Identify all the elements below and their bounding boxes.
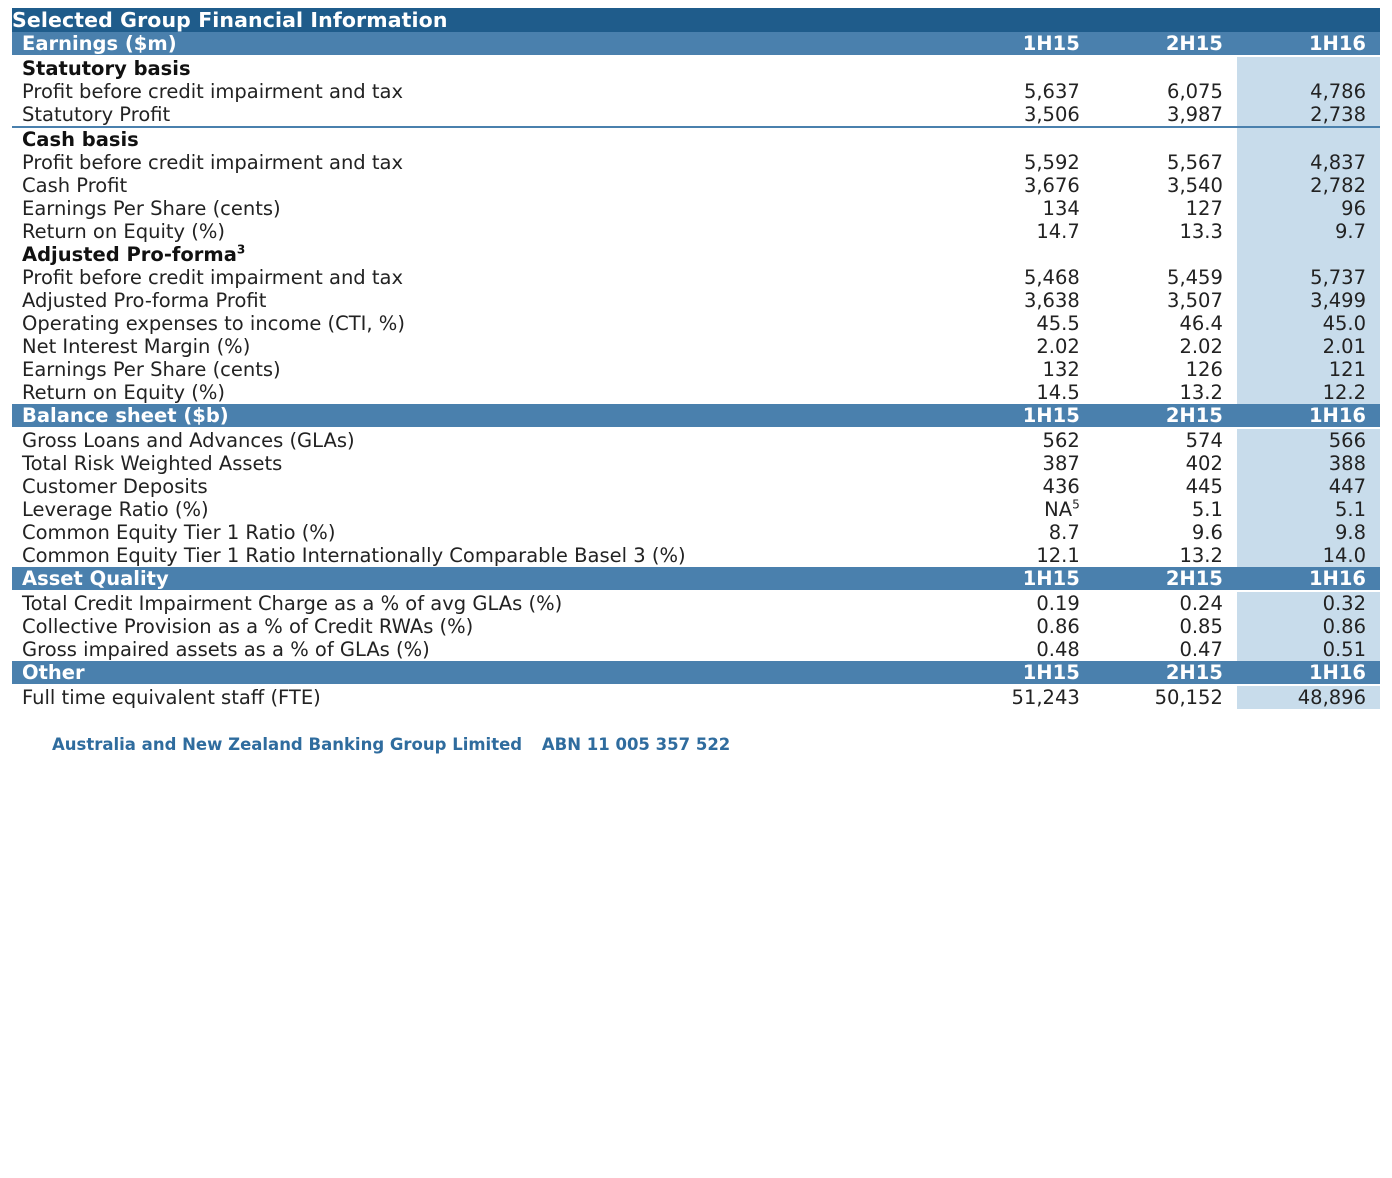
cell-value: 5.1 — [1334, 498, 1366, 521]
sub-heading-spacer — [1237, 56, 1380, 80]
cell-value: 126 — [1185, 358, 1223, 381]
row-label: Customer Deposits — [22, 475, 208, 498]
row-value-1h16 — [1237, 591, 1380, 615]
row-label: Profit before credit impairment and tax — [22, 266, 404, 289]
row-label: Return on Equity (%) — [22, 220, 225, 243]
cell-value: 48,896 — [1297, 686, 1366, 709]
table-row — [12, 428, 1380, 452]
cell-value: 121 — [1328, 358, 1366, 381]
cell-value: 132 — [1042, 358, 1080, 381]
row-value-1h16 — [1237, 475, 1380, 498]
cell-value: 5,637 — [1023, 80, 1080, 103]
row-label: Return on Equity (%) — [22, 381, 225, 404]
row-value-1h16 — [1237, 220, 1380, 243]
row-value-2h15 — [1094, 521, 1237, 544]
sub-heading-spacer — [1094, 243, 1237, 266]
cell-value: 5.1 — [1191, 498, 1223, 521]
row-label: Collective Provision as a % of Credit RWAs (%) — [22, 615, 474, 638]
cell-value: 12.1 — [1036, 544, 1080, 567]
table-row — [12, 498, 1380, 521]
table-row — [12, 591, 1380, 615]
row-value-2h15 — [1094, 220, 1237, 243]
row-value-1h16 — [1237, 312, 1380, 335]
row-value-1h16 — [1237, 197, 1380, 220]
row-value-1h15 — [951, 591, 1094, 615]
row-label: Total Credit Impairment Charge as a % of avg GLAs (%) — [22, 592, 563, 615]
sub-heading-row — [12, 56, 1380, 80]
footnote-marker: 3 — [236, 242, 246, 257]
row-label: Earnings Per Share (cents) — [22, 197, 281, 220]
cell-value: 2.02 — [1179, 335, 1223, 358]
cell-value: 50,152 — [1154, 686, 1223, 709]
cell-value: 96 — [1341, 197, 1366, 220]
cell-value: 45.0 — [1322, 312, 1366, 335]
row-label: Common Equity Tier 1 Ratio (%) — [22, 521, 336, 544]
cell-value: 0.47 — [1179, 638, 1223, 661]
cell-value: 0.19 — [1036, 592, 1080, 615]
sub-heading-spacer — [1094, 56, 1237, 80]
cell-value: 51,243 — [1011, 686, 1080, 709]
cell-value: 3,676 — [1023, 174, 1080, 197]
sub-heading-spacer — [1237, 243, 1380, 266]
cell-value: 12.2 — [1322, 381, 1366, 404]
row-value-1h16 — [1237, 615, 1380, 638]
cell-value: 5,468 — [1023, 266, 1080, 289]
sub-heading-text: Cash basis — [22, 128, 139, 151]
table-row — [12, 312, 1380, 335]
cell-value: 46.4 — [1179, 312, 1223, 335]
row-value-1h16 — [1237, 428, 1380, 452]
cell-value: 566 — [1328, 429, 1366, 452]
row-label: Operating expenses to income (CTI, %) — [22, 312, 405, 335]
row-value-2h15 — [1094, 452, 1237, 475]
cell-value: 5,592 — [1023, 151, 1080, 174]
sub-heading-row — [12, 243, 1380, 266]
column-header-1h15: 1H15 — [951, 661, 1094, 685]
section-header-label: Balance sheet ($b) — [12, 404, 951, 428]
cell-value: 3,987 — [1167, 103, 1223, 126]
row-label: Full time equivalent staff (FTE) — [22, 686, 321, 709]
row-value-2h15 — [1094, 266, 1237, 289]
cell-value: 445 — [1185, 475, 1223, 498]
row-value-1h15 — [951, 103, 1094, 127]
cell-value: 402 — [1185, 452, 1223, 475]
cell-value: 2.01 — [1322, 335, 1366, 358]
row-label: Profit before credit impairment and tax — [22, 80, 404, 103]
cell-value: 574 — [1185, 429, 1223, 452]
cell-value: 9.8 — [1334, 521, 1366, 544]
row-value-1h15 — [951, 615, 1094, 638]
row-label: Earnings Per Share (cents) — [22, 358, 281, 381]
cell-value: 9.7 — [1334, 220, 1366, 243]
cell-value: 388 — [1328, 452, 1366, 475]
row-value-2h15 — [1094, 197, 1237, 220]
row-value-1h16 — [1237, 358, 1380, 381]
cell-value: 3,507 — [1167, 289, 1223, 312]
row-value-1h15 — [951, 358, 1094, 381]
row-label: Net Interest Margin (%) — [22, 335, 251, 358]
cell-value: 562 — [1042, 429, 1080, 452]
sub-heading-spacer — [1094, 127, 1237, 151]
cell-value: 14.0 — [1322, 544, 1366, 567]
cell-value: 4,786 — [1310, 80, 1366, 103]
row-value-1h16 — [1237, 544, 1380, 567]
row-value-2h15 — [1094, 151, 1237, 174]
row-value-1h16 — [1237, 335, 1380, 358]
sub-heading-spacer — [951, 56, 1094, 80]
row-value-2h15 — [1094, 615, 1237, 638]
cell-value: 0.51 — [1322, 638, 1366, 661]
row-value-1h15 — [951, 544, 1094, 567]
table-row — [12, 521, 1380, 544]
column-header-1h16: 1H16 — [1237, 661, 1380, 685]
sub-heading-text: Statutory basis — [22, 57, 191, 80]
page-footer — [12, 735, 1380, 754]
cell-value: 127 — [1185, 197, 1223, 220]
cell-value: 0.85 — [1179, 615, 1223, 638]
table-row — [12, 475, 1380, 498]
cell-value: 2.02 — [1036, 335, 1080, 358]
cell-value: 0.86 — [1036, 615, 1080, 638]
row-value-1h16 — [1237, 103, 1380, 127]
cell-value: 0.32 — [1322, 592, 1366, 615]
row-value-1h15 — [951, 80, 1094, 103]
row-value-2h15 — [1094, 498, 1237, 521]
row-label: Gross Loans and Advances (GLAs) — [22, 429, 355, 452]
cell-value: 2,782 — [1310, 174, 1366, 197]
cell-value: 14.7 — [1036, 220, 1080, 243]
row-value-1h15 — [951, 521, 1094, 544]
row-value-1h15 — [951, 266, 1094, 289]
table-row — [12, 266, 1380, 289]
row-value-2h15 — [1094, 289, 1237, 312]
row-value-1h15 — [951, 498, 1094, 521]
row-value-2h15 — [1094, 544, 1237, 567]
footer-abn: ABN 11 005 357 522 — [541, 735, 731, 754]
cell-value: 5,567 — [1167, 151, 1223, 174]
row-value-1h15 — [951, 685, 1094, 709]
row-value-1h16 — [1237, 80, 1380, 103]
cell-value: 13.2 — [1179, 544, 1223, 567]
table-row — [12, 289, 1380, 312]
section-header-row — [12, 661, 1380, 685]
cell-value: 134 — [1042, 197, 1080, 220]
table-title-row — [12, 8, 1380, 32]
financial-information-table — [12, 8, 1380, 709]
table-row — [12, 381, 1380, 404]
cell-value: 3,638 — [1023, 289, 1080, 312]
cell-value: 9.6 — [1191, 521, 1223, 544]
row-value-1h16 — [1237, 498, 1380, 521]
table-row — [12, 174, 1380, 197]
column-header-1h15: 1H15 — [951, 404, 1094, 428]
row-value-1h15 — [951, 475, 1094, 498]
row-value-1h15 — [951, 381, 1094, 404]
cell-value: 0.24 — [1179, 592, 1223, 615]
row-label: Adjusted Pro-forma Profit — [22, 289, 267, 312]
column-header-2h15: 2H15 — [1094, 404, 1237, 428]
cell-value: 5,459 — [1167, 266, 1223, 289]
section-header-row — [12, 32, 1380, 56]
table-title: Selected Group Financial Information — [12, 8, 1380, 32]
row-value-1h15 — [951, 174, 1094, 197]
cell-value: 436 — [1042, 475, 1080, 498]
table-row — [12, 452, 1380, 475]
row-value-1h15 — [951, 452, 1094, 475]
row-value-2h15 — [1094, 685, 1237, 709]
row-value-1h16 — [1237, 452, 1380, 475]
row-value-1h16 — [1237, 151, 1380, 174]
column-header-2h15: 2H15 — [1094, 661, 1237, 685]
table-row — [12, 103, 1380, 127]
row-value-1h15 — [951, 312, 1094, 335]
row-value-1h16 — [1237, 289, 1380, 312]
footer-entity-name: Australia and New Zealand Banking Group Limited — [52, 735, 523, 754]
row-value-1h16 — [1237, 521, 1380, 544]
section-header-label: Earnings ($m) — [12, 32, 951, 56]
cell-value: 0.86 — [1322, 615, 1366, 638]
row-value-2h15 — [1094, 312, 1237, 335]
row-value-1h15 — [951, 197, 1094, 220]
cell-value: 8.7 — [1048, 521, 1080, 544]
sub-heading-spacer — [951, 243, 1094, 266]
section-header-row — [12, 404, 1380, 428]
cell-value: 5,737 — [1310, 266, 1366, 289]
table-row — [12, 615, 1380, 638]
row-value-1h16 — [1237, 174, 1380, 197]
sub-heading-label — [12, 243, 951, 266]
column-header-1h16: 1H16 — [1237, 567, 1380, 591]
row-value-2h15 — [1094, 335, 1237, 358]
row-label: Common Equity Tier 1 Ratio Internationally Comparable Basel 3 (%) — [22, 544, 686, 567]
section-header-label: Other — [12, 661, 951, 685]
table-row — [12, 544, 1380, 567]
row-label: Cash Profit — [22, 174, 128, 197]
sub-heading-label — [12, 56, 951, 80]
cell-value: 45.5 — [1036, 312, 1080, 335]
row-value-2h15 — [1094, 174, 1237, 197]
row-value-2h15 — [1094, 80, 1237, 103]
cell-value: 14.5 — [1036, 381, 1080, 404]
row-value-1h15 — [951, 220, 1094, 243]
row-value-2h15 — [1094, 475, 1237, 498]
column-header-1h15: 1H15 — [951, 32, 1094, 56]
row-value-1h16 — [1237, 381, 1380, 404]
cell-value: NA — [1044, 498, 1073, 521]
cell-value: 0.48 — [1036, 638, 1080, 661]
cell-value: 2,738 — [1310, 103, 1366, 126]
cell-value: 447 — [1328, 475, 1366, 498]
row-label: Profit before credit impairment and tax — [22, 151, 404, 174]
column-header-1h16: 1H16 — [1237, 404, 1380, 428]
column-header-1h15: 1H15 — [951, 567, 1094, 591]
table-row — [12, 685, 1380, 709]
row-value-1h16 — [1237, 685, 1380, 709]
sub-heading-spacer — [1237, 127, 1380, 151]
table-row — [12, 151, 1380, 174]
section-header-row — [12, 567, 1380, 591]
cell-value: 13.3 — [1179, 220, 1223, 243]
row-value-1h15 — [951, 638, 1094, 661]
column-header-1h16: 1H16 — [1237, 32, 1380, 56]
table-row — [12, 197, 1380, 220]
cell-value: 3,540 — [1167, 174, 1223, 197]
row-label: Statutory Profit — [12, 103, 951, 127]
table-row — [12, 638, 1380, 661]
sub-heading-row — [12, 127, 1380, 151]
table-row — [12, 335, 1380, 358]
table-row — [12, 220, 1380, 243]
footnote-marker: 5 — [1072, 497, 1080, 512]
row-value-2h15 — [1094, 638, 1237, 661]
cell-value: 4,837 — [1310, 151, 1366, 174]
row-value-2h15 — [1094, 428, 1237, 452]
row-value-1h16 — [1237, 638, 1380, 661]
sub-heading-text: Adjusted Pro-forma — [22, 243, 237, 266]
row-value-2h15 — [1094, 358, 1237, 381]
cell-value: 387 — [1042, 452, 1080, 475]
table-row — [12, 80, 1380, 103]
row-value-1h15 — [951, 335, 1094, 358]
row-label: Leverage Ratio (%) — [22, 498, 209, 521]
cell-value: 13.2 — [1179, 381, 1223, 404]
column-header-2h15: 2H15 — [1094, 32, 1237, 56]
column-header-2h15: 2H15 — [1094, 567, 1237, 591]
cell-value: 6,075 — [1167, 80, 1223, 103]
row-value-2h15 — [1094, 381, 1237, 404]
cell-value: 3,506 — [1023, 103, 1080, 126]
row-value-1h15 — [951, 151, 1094, 174]
row-value-2h15 — [1094, 591, 1237, 615]
cell-value: 3,499 — [1310, 289, 1366, 312]
table-row — [12, 358, 1380, 381]
sub-heading-label — [12, 127, 951, 151]
row-value-1h15 — [951, 428, 1094, 452]
row-label: Gross impaired assets as a % of GLAs (%) — [22, 638, 430, 661]
section-header-label: Asset Quality — [12, 567, 951, 591]
row-value-1h16 — [1237, 266, 1380, 289]
row-label: Total Risk Weighted Assets — [22, 452, 283, 475]
sub-heading-spacer — [951, 127, 1094, 151]
row-value-2h15 — [1094, 103, 1237, 127]
row-value-1h15 — [951, 289, 1094, 312]
